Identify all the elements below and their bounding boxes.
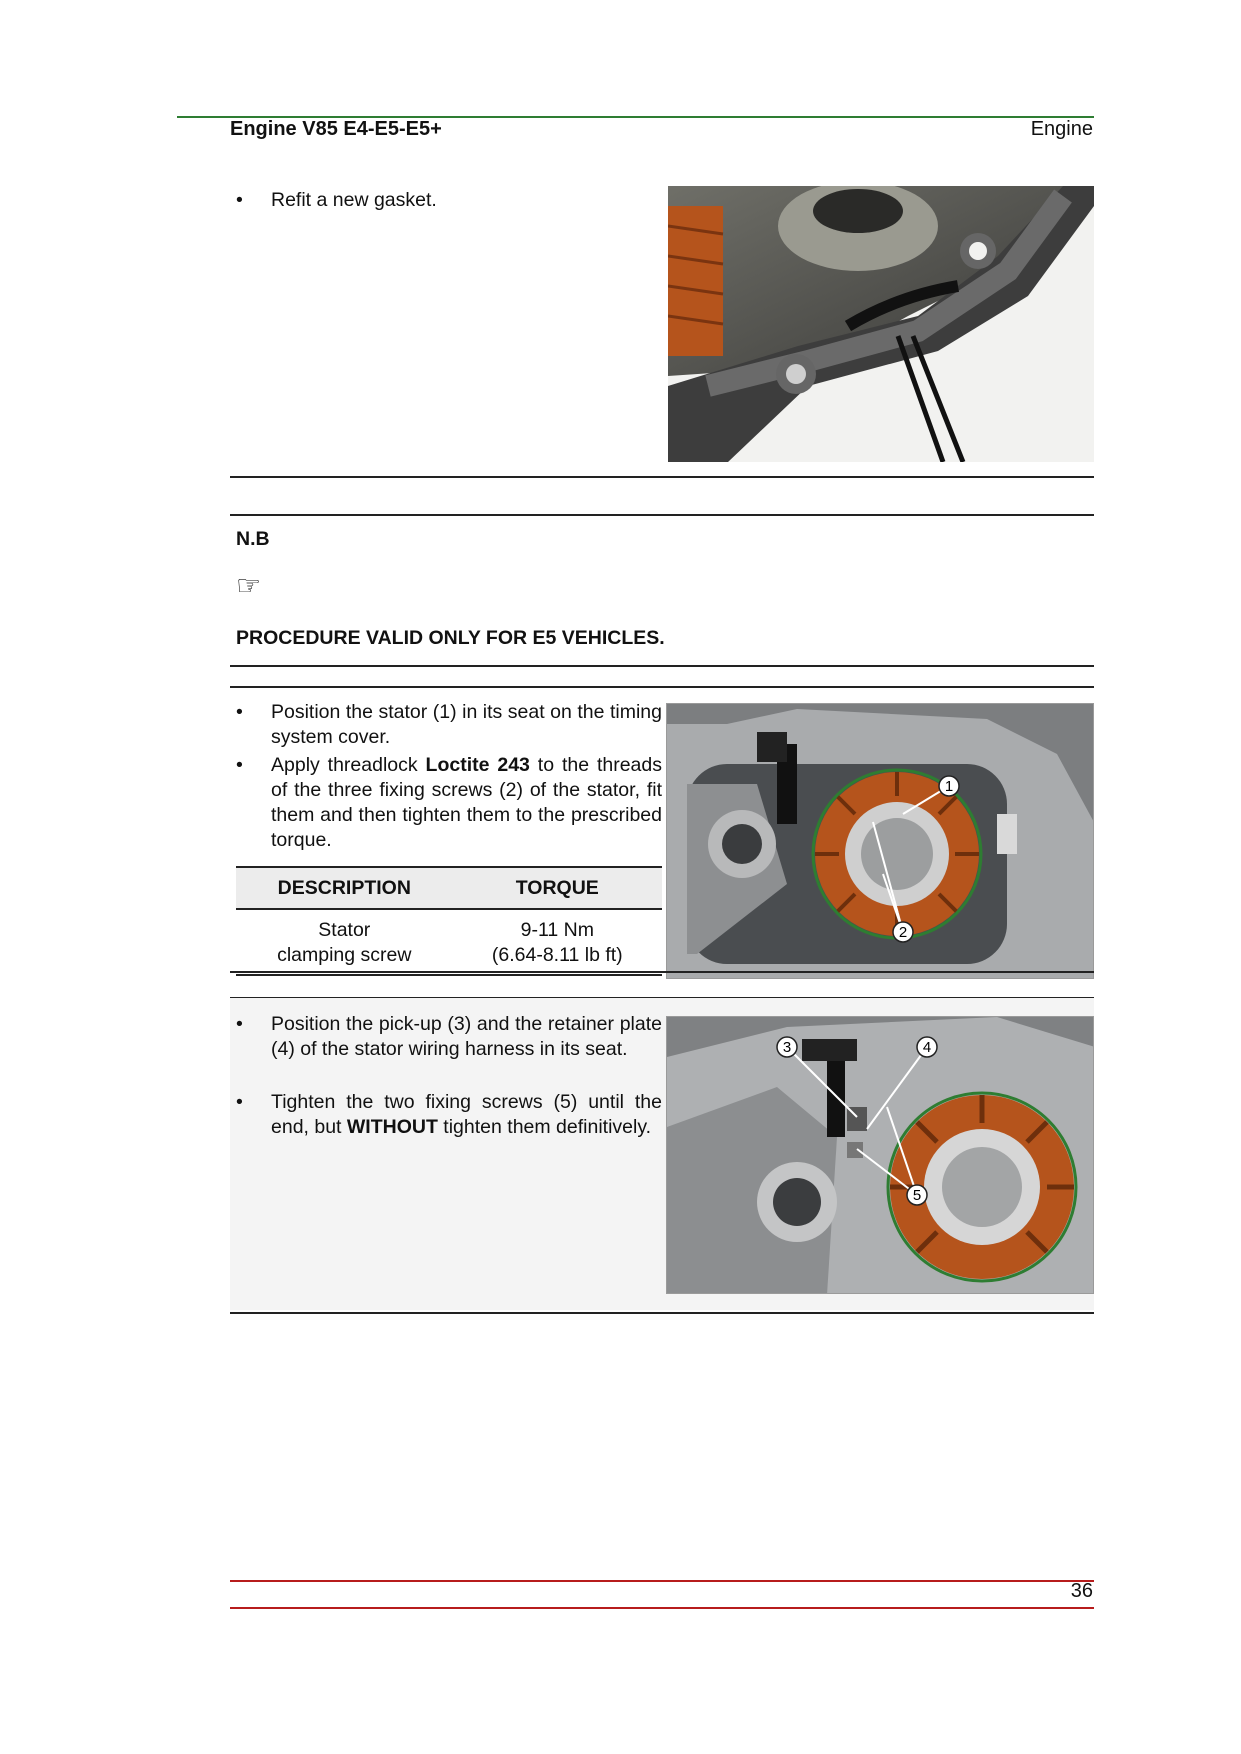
step2-bottom-rule xyxy=(230,971,1094,973)
document-title: Engine V85 E4-E5-E5+ xyxy=(230,118,442,140)
step1-text: Refit a new gasket. xyxy=(271,189,437,211)
step3-text-2: Tighten the two fixing screws (5) until the end, but WITHOUT tighten them definitively. xyxy=(271,1091,662,1138)
cell-torque: 9-11 Nm (6.64-8.11 lb ft) xyxy=(453,909,662,975)
warning-emphasis: WITHOUT xyxy=(346,1116,438,1138)
note-bottom-rule xyxy=(230,665,1094,667)
col-torque: TORQUE xyxy=(453,867,662,909)
bullet-mark: • xyxy=(236,189,243,211)
callout-3: 3 xyxy=(782,1039,792,1056)
table-row xyxy=(236,909,662,975)
callout-5: 5 xyxy=(912,1187,922,1204)
step2-text-1: Position the stator (1) in its seat on the timing system cover. xyxy=(271,701,662,748)
gasket-photo xyxy=(668,186,1094,462)
section-name: Engine xyxy=(1030,118,1093,140)
table-header-row xyxy=(236,867,662,909)
step3-text-1: Position the pick-up (3) and the retainer plate (4) of the stator wiring harness in its seat. xyxy=(271,1013,662,1060)
torque-table xyxy=(236,866,662,976)
col-description: DESCRIPTION xyxy=(236,867,453,909)
cell-description: Stator clamping screw xyxy=(236,909,453,975)
callout-2: 2 xyxy=(898,924,908,941)
note-text: PROCEDURE VALID ONLY FOR E5 VEHICLES. xyxy=(236,627,665,649)
step2-top-rule xyxy=(230,686,1094,688)
threadlock-name: Loctite 243 xyxy=(425,754,530,776)
callout-4: 4 xyxy=(922,1039,932,1056)
callout-1: 1 xyxy=(944,778,954,795)
pickup-photo xyxy=(666,1016,1094,1294)
stator-photo xyxy=(666,703,1094,979)
note-label: N.B xyxy=(236,528,270,550)
footer-rule-top xyxy=(230,1580,1094,1582)
page-number: 36 xyxy=(1070,1580,1093,1602)
footer-rule-bottom xyxy=(230,1607,1094,1609)
note-top-rule xyxy=(230,514,1094,516)
step2-text-2: Apply threadlock Loctite 243 to the threads of the three fixing screws (2) of the stator, fit them and then tighten them to the prescribed torque. xyxy=(271,754,663,851)
step3-bottom-rule xyxy=(230,1312,1094,1314)
pointing-hand-icon: ☞ xyxy=(236,570,262,601)
section-divider xyxy=(230,476,1094,478)
